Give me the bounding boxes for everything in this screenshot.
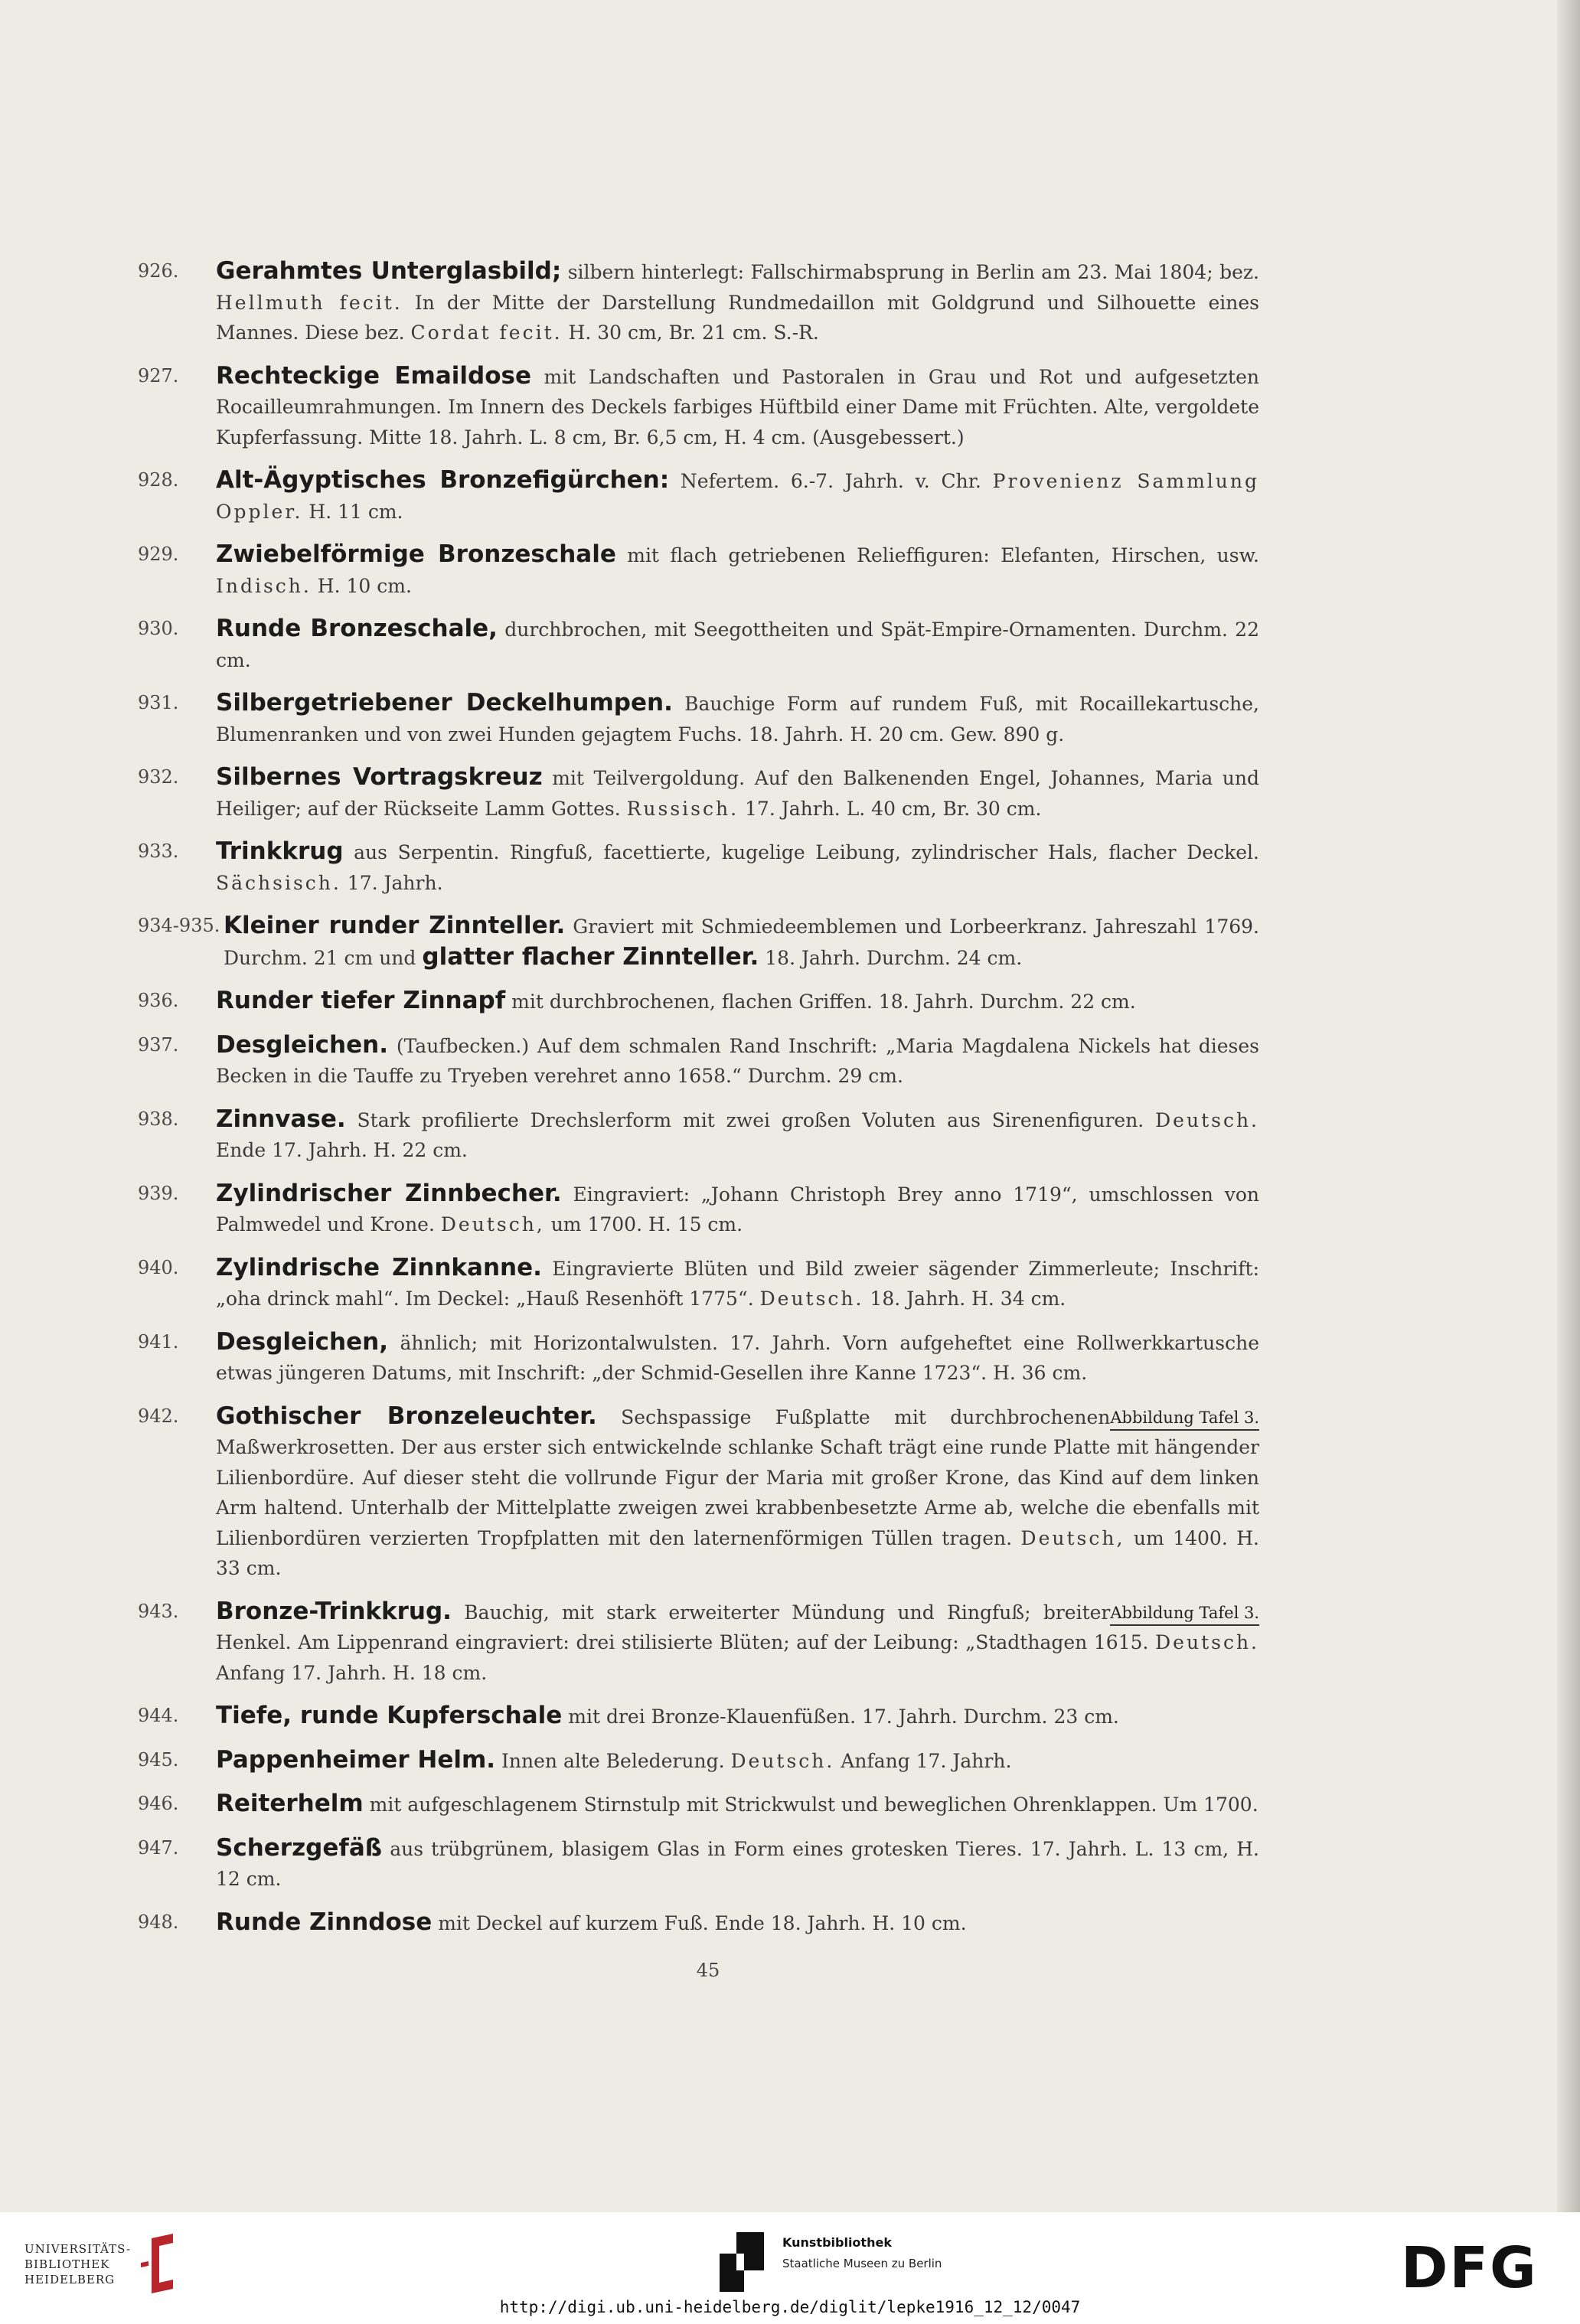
entry-text: ähnlich; mit Horizontalwulsten. 17. Jahrh. Vorn aufgeheftet eine Rollwerkkartusche etwas jüngeren Datums, mit Inschrift: „der Schmid-Gesellen ihre Kanne 1723“. H. 36 cm.: [216, 1331, 1259, 1384]
entry-title: Reiterhelm: [216, 1790, 364, 1817]
entry-number: 943.: [138, 1600, 179, 1622]
page-url[interactable]: http://digi.ub.uni-heidelberg.de/diglit/lepke1916_12_12/0047: [499, 2298, 1081, 2316]
entry-text: 18. Jahrh. Durchm. 24 cm.: [759, 946, 1023, 969]
spaced-text: Deutsch,: [440, 1213, 545, 1235]
entry-number: 946.: [138, 1793, 179, 1814]
catalog-entry: [138, 614, 1259, 675]
entry-text: mit Teilvergoldung. Auf den Balkenenden Engel, Johannes, Maria und Heiliger; auf der Rückseite Lamm Gottes.: [216, 767, 1260, 820]
spaced-text: Deutsch.: [1155, 1108, 1259, 1131]
entry-title: Runder tiefer Zinnapf: [216, 987, 506, 1014]
catalog-entry: [138, 688, 1259, 749]
entry-title: Zinnvase.: [216, 1105, 346, 1133]
catalog-entry: [138, 1105, 1259, 1166]
page-number: 45: [696, 1960, 720, 1981]
entry-number: 932.: [138, 766, 179, 788]
entry-number: 947.: [138, 1836, 179, 1859]
kunstbibliothek-logo[interactable]: Kunstbibliothek Staatliche Museen zu Berlin: [720, 2232, 764, 2295]
entry-text: (Taufbecken.) Auf dem schmalen Rand Inschrift: „Maria Magdalena Nickels hat dieses Becken in die Tauffe zu Tryeben verehret anno 1658.“ Durchm. 29 cm.: [216, 1034, 1259, 1087]
catalog-entry: [138, 1833, 1259, 1895]
entry-title: Zwiebelförmige Bronzeschale: [216, 540, 616, 568]
entry-title: Desgleichen.: [216, 1030, 388, 1059]
catalog-entry: [138, 361, 1259, 453]
entry-text: mit drei Bronze-Klauenfüßen. 17. Jahrh. Durchm. 23 cm.: [568, 1705, 1119, 1728]
entry-number: 928.: [138, 469, 179, 491]
catalog-entry: [138, 1701, 1259, 1732]
entry-text: Nefertem. 6.-7. Jahrh. v. Chr.: [680, 470, 993, 492]
entry-text: H. 10 cm.: [311, 574, 412, 597]
entry-number: 933.: [138, 840, 179, 862]
catalog-entry: [138, 540, 1259, 601]
entry-title: Zylindrische Zinnkanne.: [216, 1253, 542, 1281]
catalog-entry: [138, 1253, 1259, 1314]
entry-text: mit durchbrochenen, flachen Griffen. 18. Jahrh. Durchm. 22 cm.: [511, 991, 1136, 1013]
spaced-text: Deutsch,: [1020, 1526, 1125, 1549]
plate-reference: Abbildung Tafel 3.: [1110, 1406, 1259, 1431]
spaced-text: Deutsch.: [1155, 1631, 1259, 1653]
entry-title: Rechteckige Emaildose: [216, 361, 531, 390]
entry-title: Tiefe, runde Kupferschale: [216, 1702, 563, 1729]
entry-number: 944.: [138, 1705, 179, 1726]
entry-number: 941.: [138, 1330, 179, 1353]
dfg-logo[interactable]: DFG: [1401, 2235, 1538, 2301]
page-edge-shadow: [1557, 0, 1580, 2212]
entry-number: 934-935.: [138, 915, 220, 936]
entry-title: Silbernes Vortragskreuz: [216, 763, 543, 791]
entry-text: Stark profilierte Drechslerform mit zwei großen Voluten aus Sirenenfiguren.: [357, 1108, 1156, 1131]
entry-text: Graviert mit Schmiedeemblemen und Lorbeerkranz. Jahreszahl 1769. Durchm. 21 cm und: [224, 916, 1259, 969]
entry-text: H. 30 cm, Br. 21 cm. S.-R.: [562, 322, 819, 344]
entry-number: 945.: [138, 1748, 179, 1771]
entry-number: 930.: [138, 618, 179, 639]
catalog-entry: [138, 1030, 1259, 1092]
entry-text: 17. Jahrh.: [341, 871, 443, 894]
entry-text: Eingravierte Blüten und Bild zweier sägender Zimmerleute; Inschrift: „oha drinck mahl“. Im Deckel: „Hauß Resenhöft 1775“.: [216, 1257, 1259, 1310]
entry-text: mit flach getriebenen Reliefﬁguren: Elefanten, Hirschen, usw.: [627, 544, 1259, 566]
catalog-entry: [138, 1327, 1259, 1389]
kunstbibliothek-mark-icon: [720, 2232, 764, 2292]
catalog-entry: [138, 1908, 1259, 1939]
spaced-text: Provenienz Sammlung Oppler.: [216, 470, 1259, 523]
catalog-entry: [138, 465, 1259, 527]
spaced-text: Indisch.: [216, 574, 312, 597]
entry-text: mit Deckel auf kurzem Fuß. Ende 18. Jahrh. H. 10 cm.: [438, 1911, 967, 1934]
entry-title: Zylindrischer Zinnbecher.: [216, 1179, 562, 1207]
entry-text: Bauchige Form auf rundem Fuß, mit Rocaillekartusche, Blumenranken und von zwei Hunden gejagtem Fuchs. 18. Jahrh. H. 20 cm. Gew. 890 g.: [216, 693, 1259, 746]
entry-text: Innen alte Belederung.: [501, 1749, 731, 1772]
catalog-entry: [138, 986, 1259, 1017]
spaced-text: Russisch.: [626, 797, 739, 820]
entry-number: 938.: [138, 1108, 179, 1130]
entry-title: Bronze-Trinkkrug.: [216, 1597, 452, 1625]
catalog-entry: [138, 762, 1259, 824]
ub-heidelberg-mark-icon: [138, 2232, 184, 2295]
entry-text: 18. Jahrh. H. 34 cm.: [863, 1288, 1066, 1310]
entry-title-secondary: glatter flacher Zinnteller.: [422, 942, 759, 971]
entry-text: silbern hinterlegt: Fallschirmabsprung in Berlin am 23. Mai 1804; bez.: [567, 261, 1259, 283]
entry-title: Pappenheimer Helm.: [216, 1745, 496, 1774]
catalog-entry: [138, 1179, 1259, 1240]
entry-text: 17. Jahrh. L. 40 cm, Br. 30 cm.: [739, 797, 1042, 820]
spaced-text: Sächsisch.: [216, 871, 341, 894]
spaced-text: Deutsch.: [759, 1288, 864, 1310]
entry-title: Alt-Ägyptisches Bronzefigürchen:: [216, 466, 670, 494]
entry-text: Eingraviert: „Johann Christoph Brey anno 1719“, umschlossen von Palmwedel und Krone.: [216, 1183, 1260, 1235]
entry-title: Gerahmtes Unterglasbild;: [216, 257, 562, 285]
entry-text: Bauchig, mit stark erweiterter Mündung und Ringfuß; breiter Henkel. Am Lippenrand eingraviert: drei stilisierte Blüten; auf der Leibung: „Stadthagen 1615.: [216, 1601, 1156, 1653]
catalog-entry: [138, 837, 1259, 898]
entry-text: H. 11 cm.: [302, 500, 403, 523]
plate-reference: Abbildung Tafel 3.: [1110, 1601, 1259, 1626]
catalog-entry: [138, 1745, 1259, 1777]
entry-text: Ende 17. Jahrh. H. 22 cm.: [216, 1139, 468, 1161]
entry-text: Anfang 17. Jahrh. H. 18 cm.: [216, 1661, 488, 1684]
entry-title: Scherzgefäß: [216, 1833, 383, 1862]
entry-number: 936.: [138, 990, 179, 1011]
spaced-text: Deutsch.: [730, 1749, 835, 1772]
entry-text: In der Mitte der Darstellung Rundmedaillon mit Goldgrund und Silhouette eines Mannes. Diese bez.: [216, 291, 1259, 344]
entry-number: 926.: [138, 260, 179, 282]
entry-text: aus Serpentin. Ringfuß, facettierte, kugelige Leibung, zylindrischer Hals, flacher Deckel.: [354, 841, 1259, 863]
entry-title: Runde Zinndose: [216, 1908, 433, 1936]
entry-title: Runde Bronzeschale,: [216, 615, 498, 642]
entry-text: aus trübgrünem, blasigem Glas in Form eines grotesken Tieres. 17. Jahrh. L. 13 cm, H. 12 cm.: [216, 1837, 1259, 1890]
catalog-entry: [138, 256, 1259, 348]
entry-number: 929.: [138, 543, 179, 565]
catalog-entries: [138, 256, 1259, 1951]
spaced-text: Hellmuth fecit.: [216, 291, 403, 314]
entry-number: 931.: [138, 692, 179, 713]
entry-title: Trinkkrug: [216, 837, 344, 865]
entry-text: Sechspassige Fußplatte mit durchbrochenen Maßwerkrosetten. Der aus erster sich entwickelnde schlanke Schaft trägt eine runde Platte mit hängender Lilienbordüre. Auf dieser steht die vollrunde Figur der Maria mit großer Krone, das Kind auf dem linken Arm haltend. Unterhalb der Mittelplatte zweigen zwei krabbenbesetzte Arme ab, welche die ebenfalls mit Lilienbordüren verzierten Tropfplatten mit den laternenförmigen Tüllen tragen.: [216, 1405, 1259, 1549]
entry-number: 927.: [138, 364, 179, 387]
entry-number: 939.: [138, 1182, 179, 1204]
entry-text: Anfang 17. Jahrh.: [834, 1749, 1012, 1772]
entry-text: um 1400. H. 33 cm.: [216, 1526, 1260, 1579]
entry-text: um 1700. H. 15 cm.: [544, 1213, 743, 1235]
entry-text: mit Landschaften und Pastoralen in Grau und Rot und aufgesetzten Rocailleumrahmungen. Im Innern des Deckels farbiges Hüftbild einer Dame mit Früchten. Alte, vergoldete Kupferfassung. Mitte 18. Jahrh. L. 8 cm, Br. 6,5 cm, H. 4 cm. (Ausgebessert.): [216, 365, 1259, 449]
spaced-text: Cordat fecit.: [410, 322, 563, 344]
catalog-entry: [138, 1789, 1259, 1820]
entry-number: 937.: [138, 1033, 179, 1056]
catalog-entry: [138, 1597, 1259, 1689]
entry-number: 940.: [138, 1256, 179, 1278]
entry-number: 942.: [138, 1405, 179, 1427]
entry-number: 948.: [138, 1911, 179, 1933]
catalog-entry: [138, 1402, 1259, 1584]
viewer-footer: [0, 2212, 1580, 2324]
ub-heidelberg-logo[interactable]: UNIVERSITÄTS- BIBLIOTHEK HEIDELBERG: [24, 2242, 132, 2286]
entry-title: Desgleichen,: [216, 1327, 388, 1356]
entry-title: Silbergetriebener Deckelhumpen.: [216, 689, 673, 716]
catalog-entry: [138, 911, 1259, 973]
entry-text: durchbrochen, mit Seegottheiten und Spät-Empire-Ornamenten. Durchm. 22 cm.: [216, 619, 1259, 671]
entry-title: Gothischer Bronzeleuchter.: [216, 1402, 597, 1430]
entry-title: Kleiner runder Zinnteller.: [224, 912, 566, 939]
entry-text: mit aufgeschlagenem Stirnstulp mit Strickwulst und beweglichen Ohrenklappen. Um 1700.: [369, 1794, 1258, 1816]
